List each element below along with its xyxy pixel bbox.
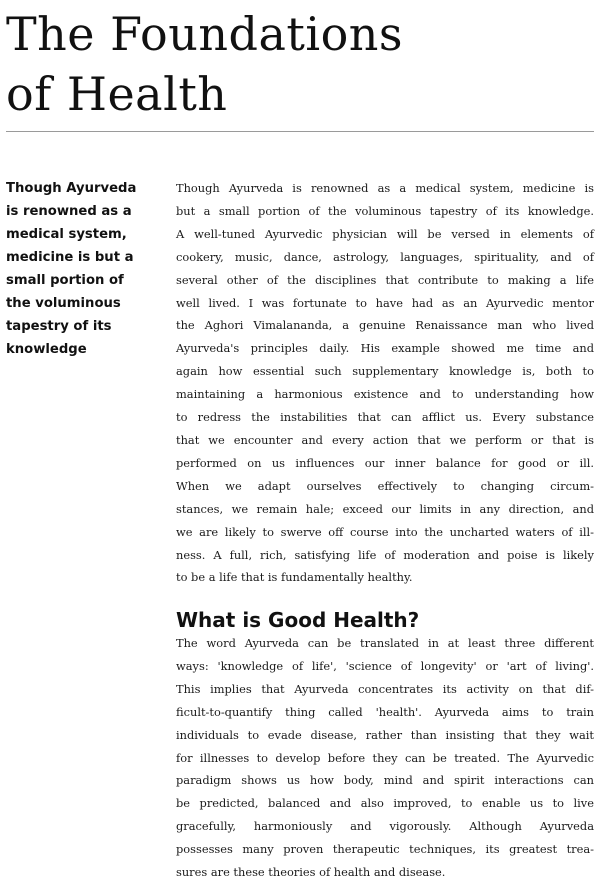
text-line: paradigm shows us how body, mind and spirit interactions can xyxy=(176,773,594,788)
text-line: When we adapt ourselves effectively to changing circum- xyxy=(176,478,594,493)
text-line: to be a life that is fundamentally healthy. xyxy=(176,570,413,585)
text-line: be predicted, balanced and also improved, to enable us to live xyxy=(176,796,594,811)
text-line: the Aghori Vimalananda, a genuine Renaissance man who lived xyxy=(176,318,594,333)
text-line: stances, we remain hale; exceed our limits in any direction, and xyxy=(176,501,594,516)
title-divider xyxy=(6,131,594,132)
text-line: Ayurveda's principles daily. His example showed me time and xyxy=(176,341,594,356)
text-line: for illnesses to develop before they can be treated. The Ayurvedic xyxy=(176,750,594,765)
page-title xyxy=(6,4,566,124)
text-line: gracefully, harmoniously and vigorously. Although Ayurveda xyxy=(176,819,594,834)
text-line: The word Ayurveda can be translated in at least three different xyxy=(176,636,594,650)
text-line: possesses many proven therapeutic techniques, its greatest trea- xyxy=(176,842,594,857)
text-line: maintaining a harmonious existence and to understanding how xyxy=(176,387,594,402)
title-line: of Health xyxy=(6,67,228,121)
text-line: ficult-to-quantify thing called 'health'. Ayurveda aims to train xyxy=(176,704,594,719)
text-line: individuals to evade disease, rather than insisting that they wait xyxy=(176,727,594,742)
text-line: well lived. I was fortunate to have had as an Ayurvedic mentor xyxy=(176,295,594,310)
good-health-paragraph xyxy=(176,632,594,884)
text-line: we are likely to swerve off course into the uncharted waters of ill- xyxy=(176,524,594,539)
pull-quote-line: Though Ayurveda xyxy=(6,181,137,196)
title-line: The Foundations xyxy=(6,7,403,61)
pull-quote-line: tapestry of its xyxy=(6,319,112,334)
text-line: Though Ayurveda is renowned as a medical system, medicine is xyxy=(176,181,594,195)
pull-quote-line: medical system, xyxy=(6,227,127,242)
text-line: to redress the instabilities that can afflict us. Every substance xyxy=(176,410,594,425)
pull-quote-line: the voluminous xyxy=(6,296,121,311)
text-line: several other of the disciplines that contribute to making a life xyxy=(176,272,594,287)
text-line: A well-tuned Ayurvedic physician will be versed in elements of xyxy=(176,226,594,241)
text-line: sures are these theories of health and disease. xyxy=(176,865,446,880)
section-heading: What is Good Health? xyxy=(176,608,420,632)
text-line: This implies that Ayurveda concentrates its activity on that dif- xyxy=(176,681,594,696)
text-line: but a small portion of the voluminous tapestry of its knowledge. xyxy=(176,203,594,218)
text-line: cookery, music, dance, astrology, languages, spirituality, and of xyxy=(176,249,594,264)
text-line: performed on us influences our inner balance for good or ill. xyxy=(176,455,594,470)
pull-quote-line: is renowned as a xyxy=(6,204,132,219)
text-line: ness. A full, rich, satisfying life of moderation and poise is likely xyxy=(176,547,594,562)
pull-quote-line: medicine is but a xyxy=(6,250,134,265)
pull-quote-line: knowledge xyxy=(6,342,87,357)
intro-paragraph xyxy=(176,177,594,589)
text-line: again how essential such supplementary knowledge is, both to xyxy=(176,364,594,379)
text-line: that we encounter and every action that we perform or that is xyxy=(176,432,594,447)
text-line: ways: 'knowledge of life', 'science of longevity' or 'art of living'. xyxy=(176,658,594,673)
pull-quote xyxy=(6,177,156,361)
pull-quote-line: small portion of xyxy=(6,273,124,288)
